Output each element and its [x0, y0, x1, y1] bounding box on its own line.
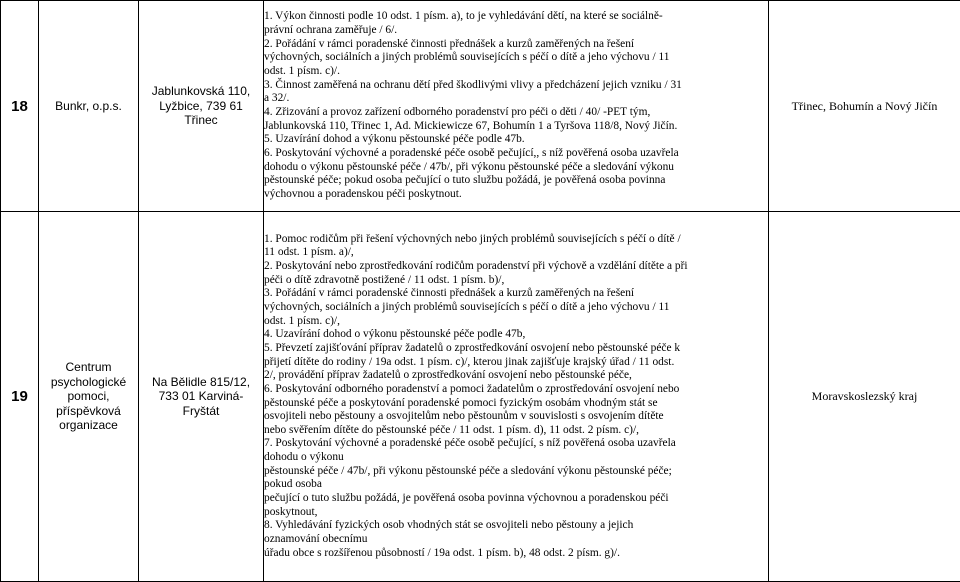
provider-address: [139, 212, 264, 582]
activity-line: pokud osoba: [264, 478, 768, 492]
activity-line: poskytnout,: [264, 506, 768, 520]
activity-line: odst. 1 písm. c)/.: [264, 65, 768, 79]
activity-line: 6. Poskytování odborného poradenství a pomoci žadatelům o zprostředování osvojení nebo: [264, 383, 768, 397]
activity-line: právní ochrana zaměřuje / 6/.: [264, 24, 768, 38]
provider-name: [39, 212, 139, 582]
table-row: [1, 212, 960, 582]
activity-line: 5. Uzavírání dohod a výkonu pěstounské péče podle 47b.: [264, 133, 768, 147]
activity-line: 2. Pořádání v rámci poradenské činnosti přednášek a kurzů zaměřených na řešení: [264, 38, 768, 52]
activity-line: dohodu o výkonu pěstounské péče / 47b/, při výkonu pěstounské péče a sledování výkonu: [264, 161, 768, 175]
address-line: 733 01 Karviná-: [139, 389, 263, 404]
activity-line: osvojiteli nebo pěstouny a osvojitelům nebo pěstounům v souvislosti s osvojením dítěte: [264, 410, 768, 424]
provider-name-line: Centrum: [39, 360, 138, 375]
activity-line: oznamování obecnímu: [264, 533, 768, 547]
provider-name: [39, 1, 139, 212]
activity-line: přijetí dítěte do rodiny / 19a odst. 1 písm. c)/, kterou jinak zajišťuje krajský úřad / 11 odst.: [264, 356, 768, 370]
activity-line: dohodu o výkonu: [264, 451, 768, 465]
activity-line: pěstounské péče / 47b/, při výkonu pěstounské péče a sledování výkonu pěstounské péče;: [264, 465, 768, 479]
address-line: Jablunkovská 110,: [139, 84, 263, 99]
activity-line: 1. Výkon činnosti podle 10 odst. 1 písm. a), to je vyhledávání dětí, na které se sociálně-: [264, 10, 768, 24]
activity-line: 3. Činnost zaměřená na ochranu dětí před škodlivými vlivy a předcházení jejich vzniku / 31: [264, 79, 768, 93]
activity-line: nebo svěřením dítěte do pěstounské péče / 11 odst. 1 písm. d), 11 odst. 2 písm. c)/,: [264, 424, 768, 438]
address-line: Fryštát: [139, 404, 263, 419]
activity-line: 5. Převzetí zajišťování příprav žadatelů o zprostředkování osvojení nebo pěstounské péče k: [264, 342, 768, 356]
activity-line: 7. Poskytování výchovné a poradenské péče osobě pečující, s níž pověřená osoba uzavřela: [264, 437, 768, 451]
provider-address: [139, 1, 264, 212]
activity-line: péči o dítě zdravotně postižené / 11 odst. 1 písm. b)/,: [264, 274, 768, 288]
provider-name-line: pomoci,: [39, 389, 138, 404]
activity-line: 4. Uzavírání dohod o výkonu pěstounské péče podle 47b,: [264, 328, 768, 342]
activity-line: 6. Poskytování výchovné a poradenské péče osobě pečující,, s níž pověřená osoba uzavřela: [264, 147, 768, 161]
activities-cell: [264, 212, 769, 582]
activity-line: a 32/.: [264, 92, 768, 106]
activity-line: odst. 1 písm. c)/,: [264, 315, 768, 329]
activity-line: Jablunkovská 110, Třinec 1, Ad. Mickiewicze 67, Bohumín 1 a Tyršova 118/8, Nový Jičín.: [264, 120, 768, 134]
activity-line: 3. Pořádání v rámci poradenské činnosti přednášek a kurzů zaměřených na řešení: [264, 287, 768, 301]
activity-line: 11 odst. 1 písm. a)/,: [264, 246, 768, 260]
activity-line: 2/, provádění příprav žadatelů o zprostředkování osvojení nebo pěstounské péče,: [264, 369, 768, 383]
provider-name-line: psychologické: [39, 375, 138, 390]
activity-line: 8. Vyhledávání fyzických osob vhodných stát se osvojiteli nebo pěstouny a jejich: [264, 519, 768, 533]
activity-line: úřadu obce s rozšířenou působností / 19a odst. 1 písm. b), 48 odst. 2 písm. g)/.: [264, 547, 768, 561]
row-number: 19: [1, 212, 39, 582]
address-line: Na Bělidle 815/12,: [139, 375, 263, 390]
region-cell: Moravskoslezský kraj: [769, 212, 960, 582]
activity-line: 2. Poskytování nebo zprostředkování rodičům poradenství při výchově a vzdělání dítěte a při: [264, 260, 768, 274]
activity-line: 4. Zřizování a provoz zařízení odborného poradenství pro péči o děti / 40/ -PET tým,: [264, 106, 768, 120]
row-number: 18: [1, 1, 39, 212]
activity-line: výchovných, sociálních a jiných problémů souvisejících s péčí o dítě a jeho výchovu / 11: [264, 51, 768, 65]
table-row: [1, 1, 960, 212]
activity-line: pečující o tuto službu požádá, je pověřená osoba povinna výchovnou a poradenskou péči: [264, 492, 768, 506]
activity-line: výchovných, sociálních a jiných problémů souvisejících s péčí o dítě a jeho výchovu / 11: [264, 301, 768, 315]
address-line: Lyžbice, 739 61: [139, 99, 263, 114]
provider-name-line: příspěvková: [39, 404, 138, 419]
activity-line: pěstounské péče a poskytování poradenské pomoci fyzickým osobám vhodným stát se: [264, 397, 768, 411]
region-cell: Třinec, Bohumín a Nový Jičín: [769, 1, 960, 212]
provider-name-text: Bunkr, o.p.s.: [55, 99, 122, 113]
provider-name-line: organizace: [39, 418, 138, 433]
activity-line: pěstounské péče; pokud osoba pečující o tuto službu požádá, je pověřená osoba povinna: [264, 174, 768, 188]
activity-line: 1. Pomoc rodičům při řešení výchovných nebo jiných problémů souvisejících s péčí o dítě /: [264, 233, 768, 247]
address-line: Třinec: [139, 113, 263, 128]
activities-cell: [264, 1, 769, 212]
activity-line: výchovnou a poradenskou péči poskytnout.: [264, 188, 768, 202]
